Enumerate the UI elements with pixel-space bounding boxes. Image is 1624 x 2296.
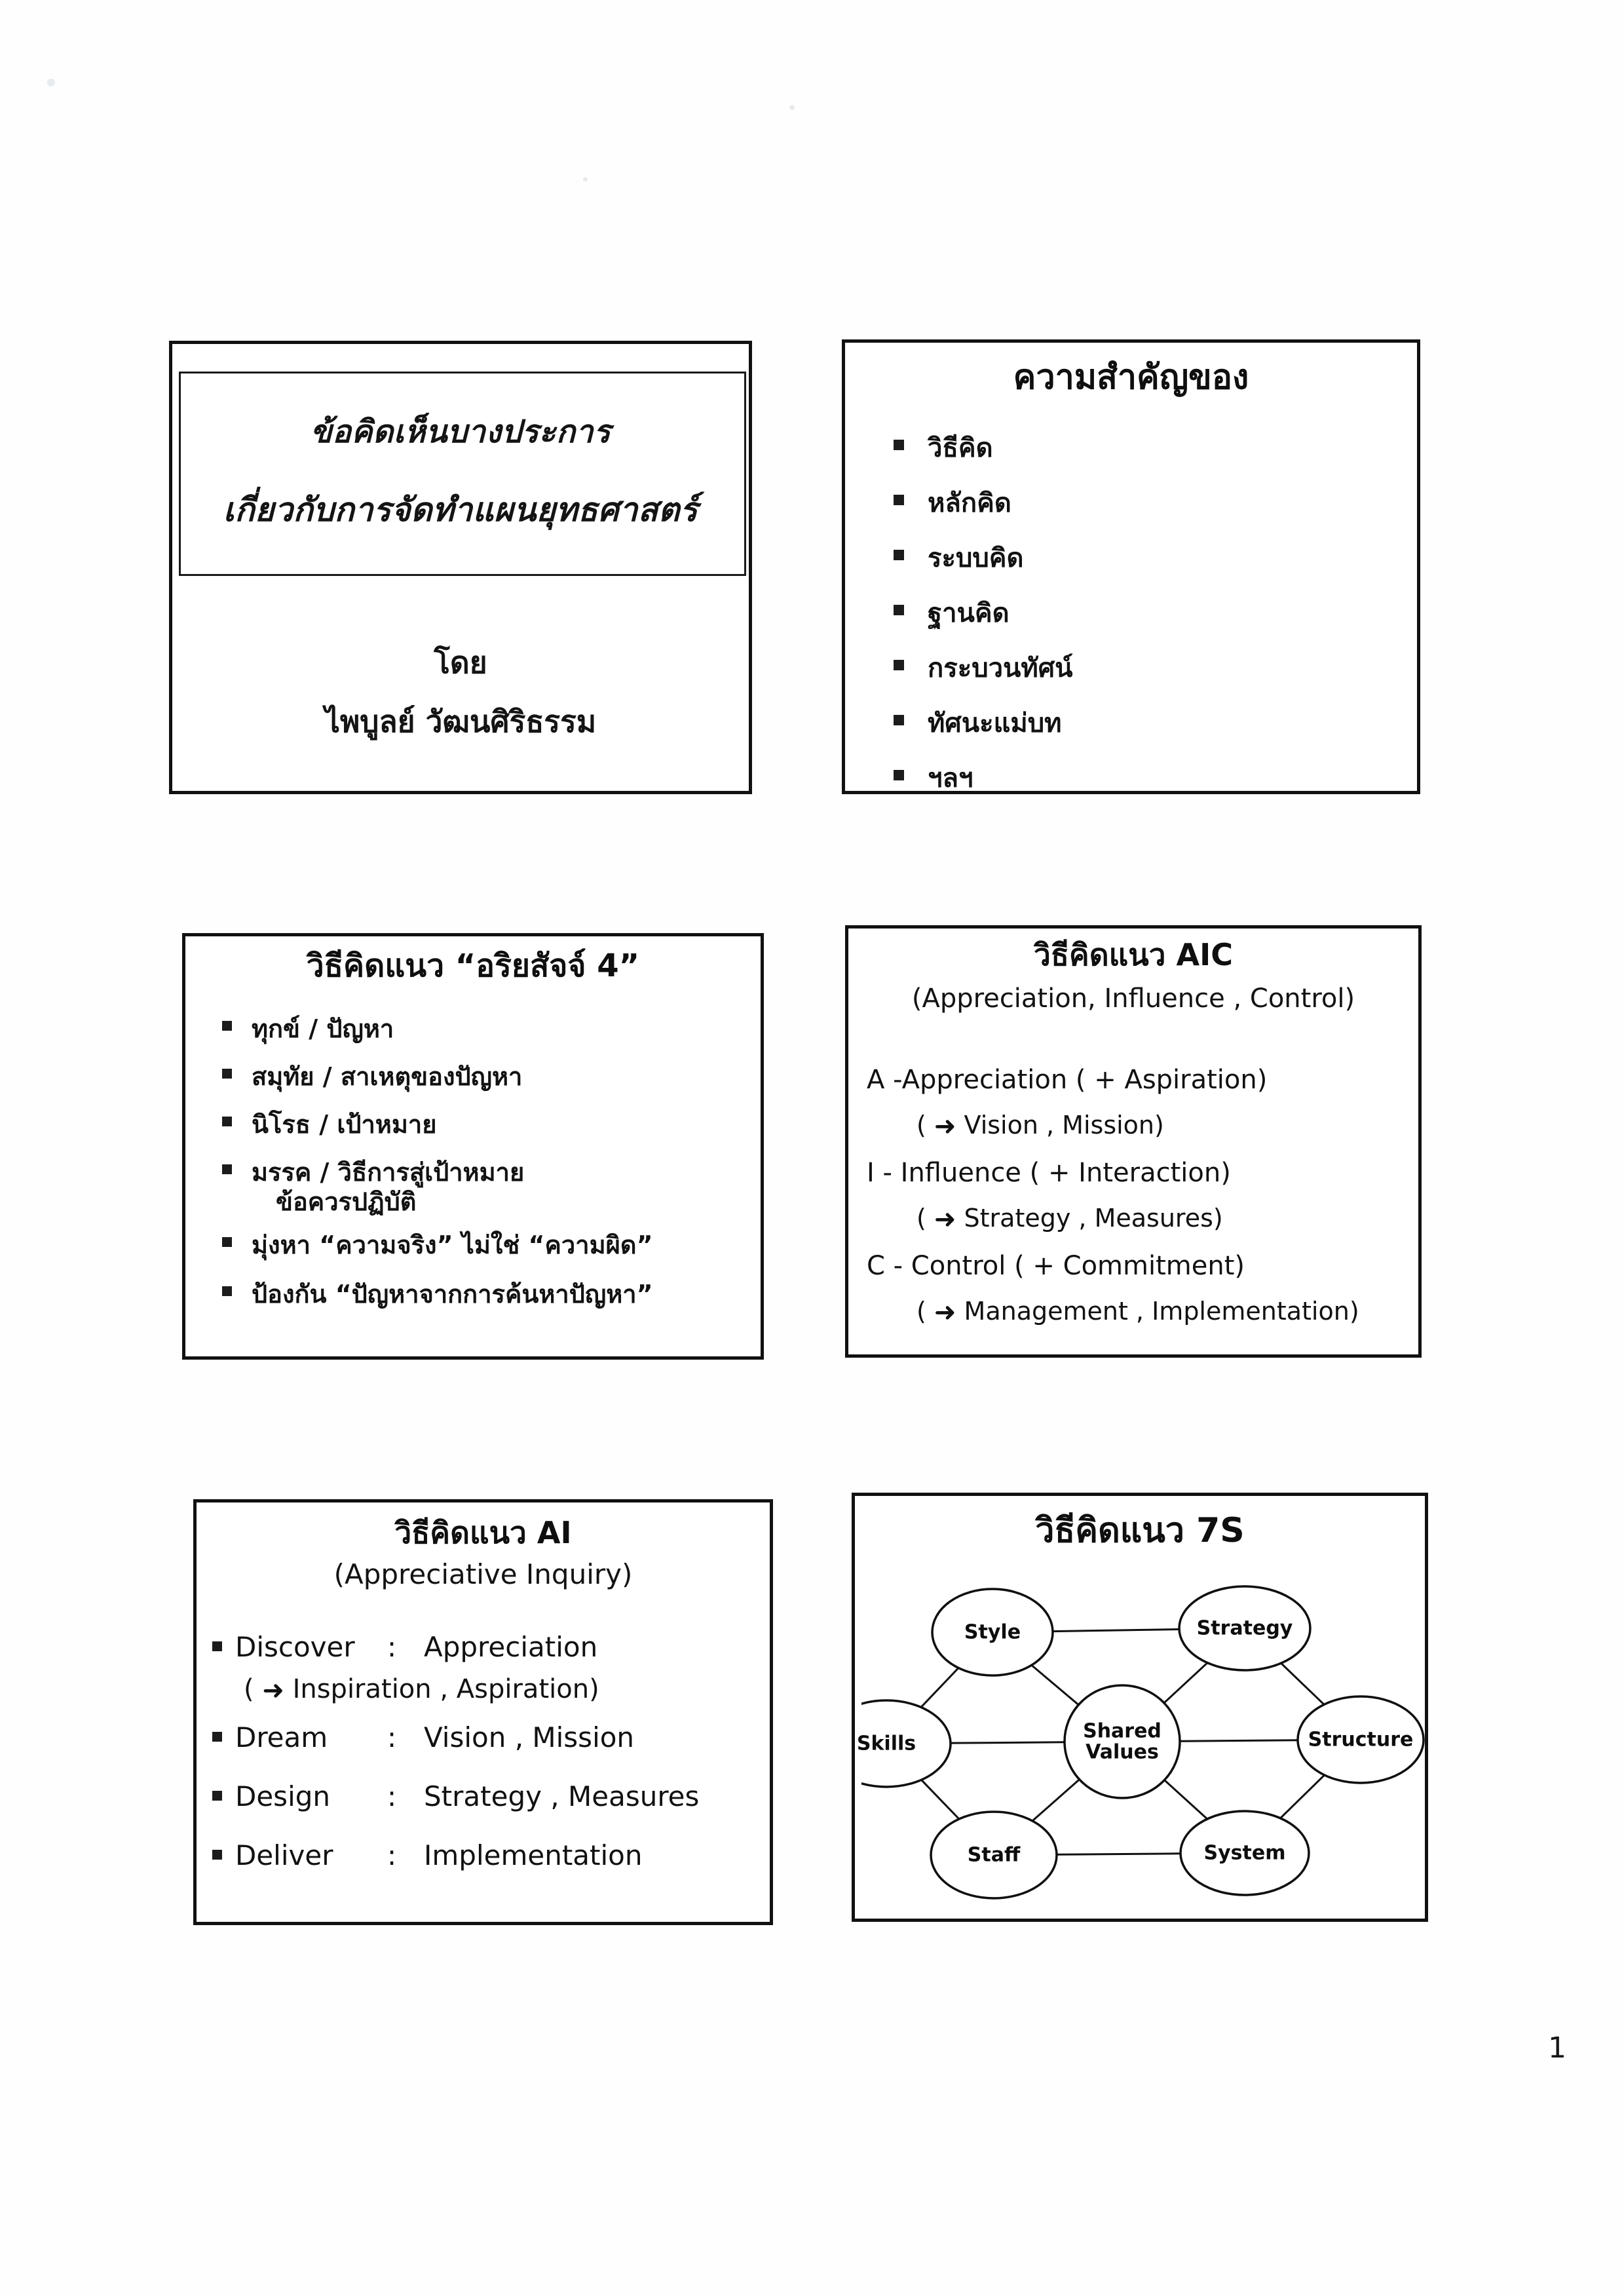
list-item: [894, 427, 1404, 469]
square-bullet-icon: [212, 1641, 222, 1651]
slide-ai-heading: วิธีคิดแนว AI: [394, 1515, 572, 1550]
ai-row-discover: [212, 1631, 597, 1663]
paren-open: (: [916, 1111, 926, 1139]
seven-s-node-strategy: [1179, 1586, 1310, 1670]
list-item-label: หลักคิด: [928, 488, 1011, 518]
ai-row-deliver: [212, 1839, 643, 1871]
square-bullet-icon: [222, 1286, 232, 1296]
seven-s-svg: [861, 1575, 1425, 1909]
slide-ariyasacca-heading: วิธีคิดแนว “อริยสัจจ์ 4”: [306, 947, 640, 984]
aic-subrow-influence: [916, 1204, 1223, 1233]
seven-s-edge-structure-system: [1280, 1775, 1324, 1818]
ai-row-value: Appreciation: [424, 1631, 598, 1663]
right-arrow-icon: ➜: [934, 1297, 956, 1328]
seven-s-edge-shared-system: [1164, 1780, 1207, 1819]
aic-subrow-text: Management , Implementation): [964, 1297, 1359, 1326]
scan-speck: [583, 177, 588, 182]
square-bullet-icon: [222, 1237, 232, 1247]
list-item: [894, 702, 1404, 744]
right-arrow-icon: ➜: [262, 1675, 284, 1706]
paren-open: (: [244, 1674, 254, 1704]
ai-row-colon: :: [387, 1631, 397, 1663]
seven-s-node-staff: [931, 1812, 1057, 1898]
ai-row-colon: :: [387, 1780, 397, 1812]
list-item: [222, 1008, 750, 1048]
ariyasacca-practice-note: ข้อควรปฏิบัติ: [276, 1187, 417, 1216]
square-bullet-icon: [894, 440, 904, 450]
aic-subrow-text: Vision , Mission): [964, 1111, 1164, 1139]
list-item-label: ทัศนะแม่บท: [928, 708, 1062, 738]
seven-s-diagram: [856, 1575, 1425, 1909]
list-item: [222, 1274, 754, 1314]
byline-label: โดย: [434, 645, 487, 680]
title-inner-frame: [179, 372, 746, 576]
aic-row-influence: I - Influence ( + Interaction): [867, 1158, 1231, 1188]
ai-row-label: Design: [235, 1780, 331, 1812]
ai-row-colon: :: [387, 1721, 397, 1753]
square-bullet-icon: [222, 1117, 232, 1126]
seven-s-edge-shared-staff: [1032, 1780, 1080, 1821]
seven-s-edge-shared-strategy: [1164, 1663, 1207, 1703]
ai-subrow-discover: [244, 1674, 599, 1704]
slide-aic-heading: วิธีคิดแนว AIC: [1034, 937, 1233, 972]
slide-importance: [842, 339, 1420, 794]
seven-s-edge-style-strategy: [1053, 1630, 1179, 1632]
list-item-label: มุ่งหา “ความจริง” ไม่ใช่ “ความผิด”: [252, 1231, 653, 1259]
list-item: [222, 1104, 750, 1144]
square-bullet-icon: [894, 715, 904, 725]
title-heading-line2: เกี่ยวกับการจัดทำแผนยุทธศาสตร์: [223, 491, 698, 529]
page-number: 1: [1548, 2031, 1566, 2065]
slide-importance-heading: ความสำคัญของ: [1013, 358, 1249, 397]
seven-s-label-skills: Skills: [856, 1732, 916, 1755]
slide-7s-heading: วิธีคิดแนว 7S: [1035, 1511, 1245, 1550]
list-item: [894, 647, 1404, 689]
ariyasacca-bullet-list: [222, 1008, 750, 1200]
scan-speck: [789, 105, 795, 110]
title-heading-line1: ข้อคิดเห็นบางประการ: [310, 413, 611, 450]
slide-aic-subheading: (Appreciation, Influence , Control): [911, 984, 1355, 1014]
seven-s-edge-skills-style: [921, 1668, 958, 1707]
square-bullet-icon: [894, 660, 904, 670]
list-item: [222, 1225, 754, 1265]
importance-bullet-list: [894, 427, 1404, 812]
ariyasacca-practice-list: [222, 1225, 754, 1323]
list-item-label: ฐานคิด: [928, 598, 1010, 628]
list-item-label: ป้องกัน “ปัญหาจากการค้นหาปัญหา”: [252, 1280, 653, 1309]
aic-subrow-appreciation: [916, 1111, 1164, 1139]
list-item-label: ระบบคิด: [928, 543, 1024, 573]
seven-s-edge-strategy-structure: [1281, 1663, 1324, 1704]
ai-row-colon: :: [387, 1839, 397, 1871]
square-bullet-icon: [222, 1021, 232, 1031]
right-arrow-icon: ➜: [934, 1204, 956, 1234]
seven-s-label-strategy: Strategy: [1196, 1617, 1293, 1640]
list-item-label: มรรค / วิธีการสู่เป้าหมาย: [252, 1158, 525, 1187]
ai-row-dream: [212, 1721, 634, 1753]
paren-open: (: [916, 1204, 926, 1233]
seven-s-edge-shared-style: [1032, 1665, 1079, 1705]
list-item-label: สมุทัย / สาเหตุของปัญหา: [252, 1062, 523, 1091]
aic-row-control: C - Control ( + Commitment): [867, 1251, 1245, 1281]
seven-s-label-system: System: [1203, 1841, 1286, 1865]
seven-s-node-shared: [1065, 1685, 1180, 1798]
ai-row-value: Strategy , Measures: [424, 1780, 700, 1812]
slide-ai-subheading: (Appreciative Inquiry): [333, 1558, 633, 1590]
list-item: [894, 537, 1404, 579]
square-bullet-icon: [222, 1069, 232, 1079]
slide-ai: [193, 1499, 773, 1925]
seven-s-edge-shared-structure: [1180, 1740, 1298, 1741]
square-bullet-icon: [222, 1164, 232, 1174]
seven-s-node-structure: [1298, 1696, 1424, 1783]
list-item: [894, 482, 1404, 524]
list-item-label: กระบวนทัศน์: [928, 653, 1073, 683]
list-item: [894, 757, 1404, 799]
square-bullet-icon: [212, 1850, 222, 1860]
seven-s-edge-shared-skills: [951, 1742, 1065, 1743]
ai-row-design: [212, 1780, 699, 1812]
square-bullet-icon: [212, 1791, 222, 1801]
list-item-label: ทุกข์ / ปัญหา: [252, 1014, 394, 1043]
aic-subrow-control: [916, 1297, 1359, 1326]
seven-s-node-skills: [861, 1700, 951, 1787]
list-item-label: นิโรธ / เป้าหมาย: [252, 1110, 437, 1139]
slide-ariyasacca: [182, 933, 764, 1360]
ai-row-label: Discover: [235, 1631, 355, 1663]
seven-s-label-staff: Staff: [967, 1843, 1021, 1867]
ai-row-label: Dream: [235, 1721, 328, 1753]
seven-s-node-system: [1180, 1811, 1309, 1895]
seven-s-label-shared: Shared Values: [1083, 1719, 1161, 1763]
slide-7s: [852, 1493, 1428, 1922]
ai-row-value: Implementation: [424, 1839, 643, 1871]
seven-s-label-style: Style: [964, 1620, 1021, 1644]
square-bullet-icon: [212, 1732, 222, 1742]
slide-aic: [845, 925, 1422, 1358]
seven-s-node-style: [932, 1589, 1053, 1675]
ai-subrow-text: Inspiration , Aspiration): [292, 1674, 599, 1704]
square-bullet-icon: [894, 495, 904, 505]
seven-s-label-structure: Structure: [1308, 1728, 1414, 1751]
slide-title: [169, 341, 752, 794]
square-bullet-icon: [894, 770, 904, 780]
ai-row-label: Deliver: [235, 1839, 333, 1871]
list-item-label: วิธีคิด: [928, 433, 993, 463]
author-name: ไพบูลย์ วัฒนศิริธรรม: [324, 704, 597, 739]
square-bullet-icon: [894, 550, 904, 560]
ai-row-value: Vision , Mission: [424, 1721, 635, 1753]
paren-open: (: [916, 1297, 926, 1326]
list-item-label: ฯลฯ: [928, 763, 973, 794]
aic-subrow-text: Strategy , Measures): [964, 1204, 1223, 1233]
scan-speck: [47, 79, 55, 86]
right-arrow-icon: ➜: [934, 1111, 956, 1141]
list-item: [222, 1056, 750, 1096]
square-bullet-icon: [894, 605, 904, 615]
list-item: [894, 592, 1404, 634]
aic-row-appreciation: A -Appreciation ( + Aspiration): [867, 1065, 1268, 1095]
seven-s-edge-staff-skills: [921, 1780, 959, 1819]
